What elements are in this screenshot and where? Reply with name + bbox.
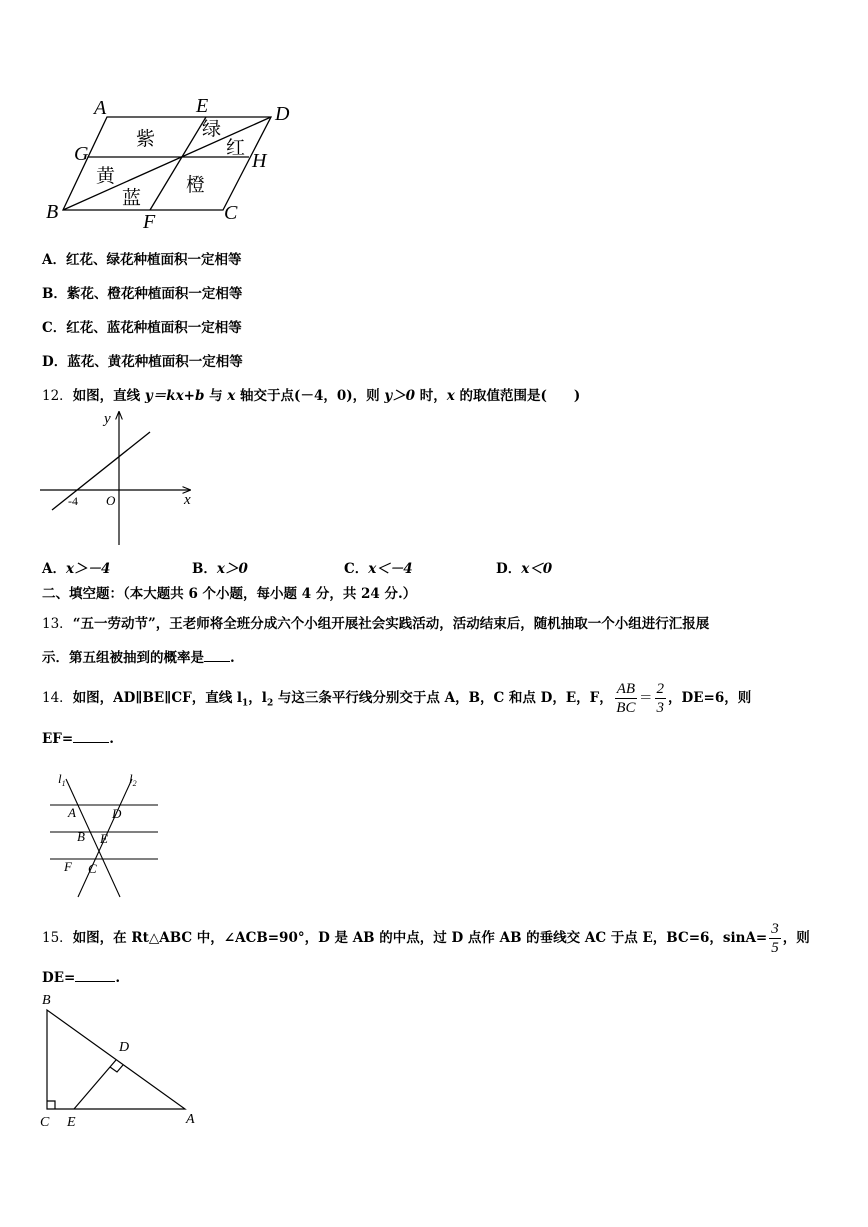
q14-text-1: 如图，AD∥BE∥CF，直线 l (72, 690, 243, 706)
q12-options (42, 557, 742, 577)
diagonal-BD (63, 117, 271, 210)
label-C: C (88, 861, 97, 876)
q15-line-1 (42, 916, 810, 960)
label-D: D (119, 1040, 130, 1055)
region-green: 绿 (202, 119, 222, 140)
q14-number: 14． (42, 690, 73, 706)
q14-fraction-ab-bc (615, 680, 637, 717)
q15-text-1: 如图，在 Rt△ABC 中，∠ACB=90°，D 是 AB 的中点，过 D 点作 AB 的垂线交 AC 于点 E，BC=6，sinA= (72, 930, 768, 946)
q11-option-b: B．紫花、橙花种植面积一定相等 (42, 286, 243, 302)
region-purple: 紫 (136, 129, 156, 150)
label-F: F (143, 211, 156, 233)
q13-text-1: “五一劳动节”，王老师将全班分成六个小组开展社会实践活动，活动结束后，随机抽取一个小组进行汇报展 (72, 616, 710, 632)
q12-x-var: x (227, 388, 236, 404)
right-triangle-figure (36, 990, 206, 1130)
parallelogram-figure (40, 92, 300, 232)
q12-y-condition: y＞0 (384, 388, 416, 404)
graph-line (52, 432, 150, 510)
q14-line-1 (42, 676, 751, 720)
x-axis-label: x (184, 492, 191, 508)
region-red: 红 (226, 138, 246, 159)
line-graph-figure (38, 408, 198, 550)
q12-option-b-value: x＞0 (216, 561, 248, 577)
y-axis-label: y (104, 411, 111, 427)
q14-answer-blank (73, 742, 109, 743)
label-B: B (46, 201, 59, 223)
q12-equation: y＝kx+b (144, 388, 205, 404)
q12-option-d-label: D． (496, 561, 522, 577)
q12-option-d (496, 557, 552, 577)
label-D: D (275, 103, 290, 125)
q12-text-5: 的取值范围是( ) (454, 388, 581, 404)
label-C: C (40, 1115, 50, 1130)
q12-option-b-label: B． (192, 561, 217, 577)
segment-DE (74, 1060, 116, 1109)
q14-fraction-two-thirds (655, 680, 667, 717)
q12-text-3: 轴交于点(－4，0)，则 (235, 388, 385, 404)
q11-option-d: D．蓝花、黄花种植面积一定相等 (42, 354, 243, 370)
q12-option-a (42, 557, 110, 577)
origin-label: O (106, 493, 116, 508)
q11-option-a: A．红花、绿花种植面积一定相等 (42, 252, 242, 268)
q15-answer-blank (75, 981, 115, 982)
q15-end: . (115, 970, 121, 986)
q12-option-c-value: x＜－4 (368, 561, 413, 577)
q13-line-1 (42, 614, 709, 634)
q14-text-4: ，DE=6，则 (668, 690, 752, 706)
label-B: B (77, 829, 85, 844)
q13-line-2 (42, 648, 235, 668)
label-E: E (196, 95, 209, 117)
right-angle-C (47, 1101, 55, 1109)
label-G: G (74, 143, 89, 165)
label-D: D (112, 806, 122, 821)
q14-text-3: 与这三条平行线分别交于点 A，B，C 和点 D，E，F， (273, 690, 613, 706)
q14-end: . (109, 731, 114, 747)
q12-option-c (344, 557, 413, 577)
label-H: H (252, 150, 267, 172)
parallel-lines-figure (44, 765, 164, 900)
q12-option-c-label: C． (344, 561, 369, 577)
right-angle-D (110, 1065, 123, 1072)
label-A: A (68, 805, 76, 820)
q14-ef-label: EF= (42, 731, 74, 747)
q12-text-4: 时， (415, 388, 447, 404)
q14-sub-2: 2 (266, 698, 274, 709)
q14-fraction-2-numerator: 2 (656, 681, 665, 697)
q13-number: 13． (42, 616, 73, 632)
q14-line-2 (42, 729, 114, 749)
region-blue: 蓝 (122, 188, 142, 209)
q14-fraction-2-denominator: 3 (656, 700, 665, 716)
label-E: E (100, 831, 108, 846)
q12-text-1: 如图，直线 (72, 388, 145, 404)
q12-option-b (192, 557, 248, 577)
label-E: E (67, 1115, 76, 1130)
q13-answer-blank (204, 661, 230, 662)
intercept-label: -4 (68, 494, 78, 508)
q11-option-c: C．红花、蓝花种植面积一定相等 (42, 320, 242, 336)
label-l1: $l_1$ (58, 771, 66, 788)
label-F: F (64, 859, 72, 874)
label-A: A (94, 97, 107, 119)
q14-equals: ＝ (639, 690, 653, 706)
q13-text-2: 示．第五组被抽到的概率是 (42, 650, 204, 666)
q12-option-d-value: x＜0 (521, 561, 553, 577)
q12-option-a-value: x＞－4 (65, 561, 111, 577)
line-EF (150, 117, 206, 210)
label-C: C (224, 202, 238, 224)
section-2-title: 二、填空题：（本大题共 6 个小题，每小题 4 分，共 24 分.） (42, 586, 417, 602)
q15-line-2 (42, 968, 120, 988)
q15-number: 15． (42, 930, 73, 946)
q14-sub-1: 1 (242, 698, 249, 709)
q12-text-2: 与 (204, 388, 228, 404)
q12-x-var-2: x (446, 388, 455, 404)
label-l2: $l_2$ (129, 771, 137, 788)
q12-option-a-label: A． (42, 561, 66, 577)
region-orange: 橙 (186, 175, 206, 196)
q15-fraction-denominator: 5 (771, 940, 779, 956)
region-yellow: 黄 (96, 166, 116, 187)
label-A: A (186, 1112, 195, 1127)
line-l1 (66, 779, 120, 897)
triangle-ABC (47, 1010, 185, 1109)
q15-de-label: DE= (42, 970, 76, 986)
q15-text-2: ，则 (782, 930, 810, 946)
label-B: B (42, 993, 51, 1008)
q14-fraction-1-numerator: AB (616, 681, 636, 697)
q14-text-2: ，l (248, 690, 267, 706)
q12-number: 12． (42, 388, 73, 404)
q15-fraction-numerator: 3 (771, 921, 779, 937)
q13-end: . (230, 650, 235, 666)
q15-fraction-three-fifths (769, 920, 781, 957)
q12-stem (42, 386, 580, 406)
q14-fraction-1-denominator: BC (616, 700, 636, 716)
